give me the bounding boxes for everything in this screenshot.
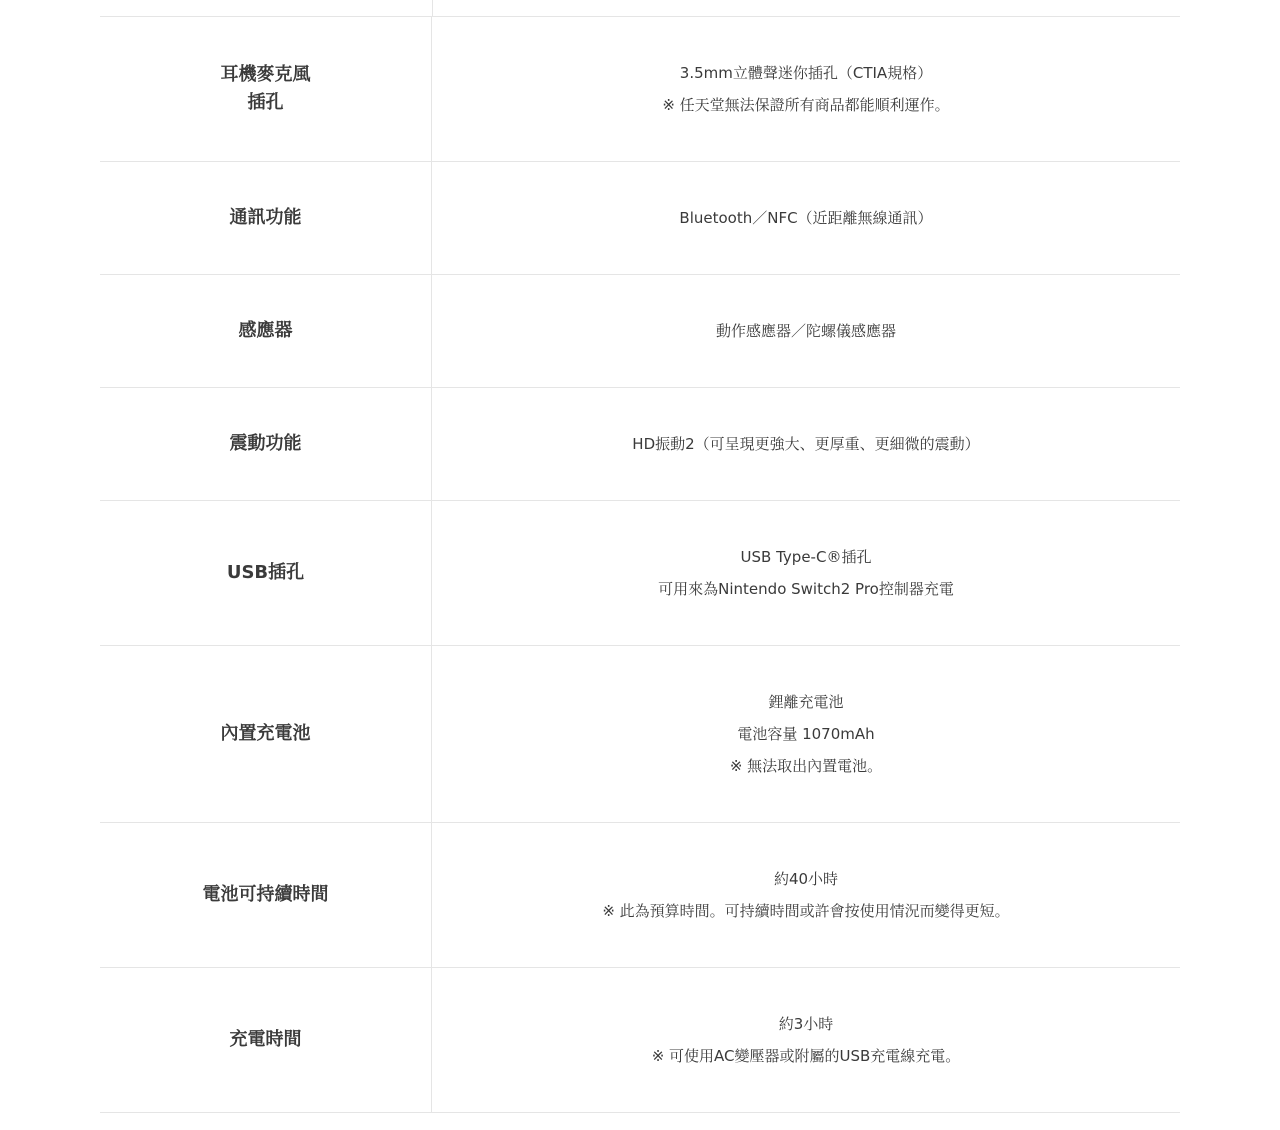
spec-label: 耳機麥克風 xyxy=(220,64,311,85)
spec-note: ※ 此為預算時間。可持續時間或許會按使用情況而變得更短。 xyxy=(602,902,1010,920)
spec-note: ※ 任天堂無法保證所有商品都能順利運作。 xyxy=(662,96,950,114)
spec-value: HD振動2（可呈現更強大、更厚重、更細微的震動） xyxy=(632,435,980,453)
spec-row-communication xyxy=(100,162,1180,275)
spec-label: 通訊功能 xyxy=(229,207,302,228)
spec-value-cell xyxy=(432,823,1180,967)
spec-label-cell xyxy=(100,17,432,161)
spec-label: 插孔 xyxy=(247,92,284,113)
spec-table xyxy=(100,0,1180,1113)
spec-value-cell xyxy=(432,162,1180,274)
spec-row-charging-time xyxy=(100,968,1180,1113)
spec-note: ※ 無法取出內置電池。 xyxy=(729,757,883,775)
spec-label: 感應器 xyxy=(238,320,293,341)
spec-value-cell xyxy=(432,275,1180,387)
spec-label: 充電時間 xyxy=(229,1029,302,1050)
spec-row-sensors xyxy=(100,275,1180,388)
spec-value-cell xyxy=(432,968,1180,1112)
spec-label-cell xyxy=(100,275,432,387)
table-top-edge xyxy=(100,0,1180,17)
spec-label-cell xyxy=(100,646,432,822)
spec-row-usb-port xyxy=(100,501,1180,646)
spec-value-cell xyxy=(432,17,1180,161)
spec-value: 約3小時 xyxy=(778,1015,834,1033)
spec-label-cell xyxy=(100,501,432,645)
spec-value: 電池容量 1070mAh xyxy=(737,725,875,743)
spec-row-headset-jack xyxy=(100,17,1180,162)
spec-value: Bluetooth／NFC（近距離無線通訊） xyxy=(679,209,933,227)
spec-label-cell xyxy=(100,968,432,1112)
spec-value-cell xyxy=(432,646,1180,822)
spec-label-cell xyxy=(100,823,432,967)
spec-value: 3.5mm立體聲迷你插孔（CTIA規格） xyxy=(679,64,933,82)
spec-value-cell xyxy=(432,388,1180,500)
spec-row-battery-life xyxy=(100,823,1180,968)
spec-row-vibration xyxy=(100,388,1180,501)
spec-value: 約40小時 xyxy=(773,870,839,888)
spec-value: USB Type-C®插孔 xyxy=(740,548,872,566)
spec-row-battery xyxy=(100,646,1180,823)
spec-label: 震動功能 xyxy=(229,433,302,454)
spec-value: 鋰離充電池 xyxy=(768,693,844,711)
spec-label-cell xyxy=(100,162,432,274)
spec-label: 電池可持續時間 xyxy=(202,884,329,905)
table-top-edge-right xyxy=(433,0,1180,16)
spec-value: 可用來為Nintendo Switch2 Pro控制器充電 xyxy=(658,580,954,598)
spec-label-cell xyxy=(100,388,432,500)
spec-value-cell xyxy=(432,501,1180,645)
spec-label: 內置充電池 xyxy=(220,723,311,744)
spec-value: 動作感應器／陀螺儀感應器 xyxy=(715,322,896,340)
spec-label: USB插孔 xyxy=(226,562,305,583)
table-top-edge-left xyxy=(100,0,433,16)
spec-note: ※ 可使用AC變壓器或附屬的USB充電線充電。 xyxy=(651,1047,961,1065)
